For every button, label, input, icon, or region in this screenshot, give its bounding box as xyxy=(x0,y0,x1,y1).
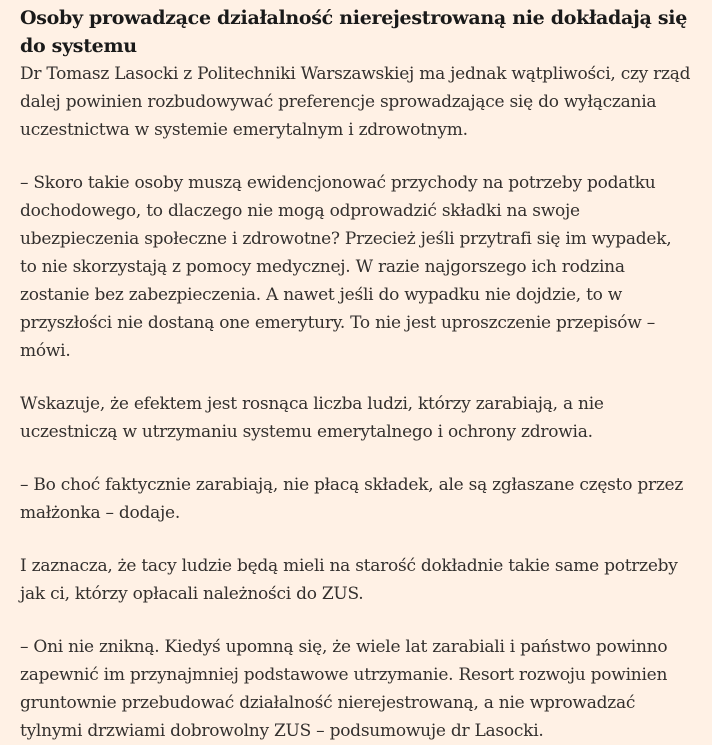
article-paragraph: I zaznacza, że tacy ludzie będą mieli na starość dokładnie takie same potrzeby jak ci, którzy opłacali należności do ZUS. xyxy=(20,556,678,604)
article-paragraph: Dr Tomasz Lasocki z Politechniki Warszawskiej ma jednak wątpliwości, czy rząd dalej powinien rozbudowywać preferencje sprowadzające się do wyłączania uczestnictwa w systemie emerytalnym i zdrowotnym. xyxy=(20,64,691,140)
article-paragraph: – Oni nie znikną. Kiedyś upomną się, że wiele lat zarabiali i państwo powinno zapewnić im przynajmniej podstawowe utrzymanie. Resort rozwoju powinien gruntownie przebudować działalność nierejestrowaną, a nie wprowadzać tylnymi drzwiami dobrowolny ZUS – podsumowuje dr Lasocki. xyxy=(20,637,668,741)
article-paragraph: Wskazuje, że efektem jest rosnąca liczba ludzi, którzy zarabiają, a nie uczestniczą w utrzymaniu systemu emerytalnego i ochrony zdrowia. xyxy=(20,394,604,442)
article-subheading: Osoby prowadzące działalność nierejestrowaną nie dokładają się do systemu xyxy=(20,7,687,57)
article-paragraph: – Skoro takie osoby muszą ewidencjonować przychody na potrzeby podatku dochodowego, to dlaczego nie mogą odprowadzić składki na swoje ubezpieczenia społeczne i zdrowotne? Przecież jeśli przytrafi się im wypadek, to nie skorzystają z pomocy medycznej. W razie najgorszego ich rodzina zostanie bez zabezpieczenia. A nawet jeśli do wypadku nie dojdzie, to w przyszłości nie dostaną one emerytury. To nie jest uproszczenie przepisów – mówi. xyxy=(20,173,672,361)
article-paragraph: – Bo choć faktycznie zarabiają, nie płacą składek, ale są zgłaszane często przez małżonka – dodaje. xyxy=(20,475,684,523)
